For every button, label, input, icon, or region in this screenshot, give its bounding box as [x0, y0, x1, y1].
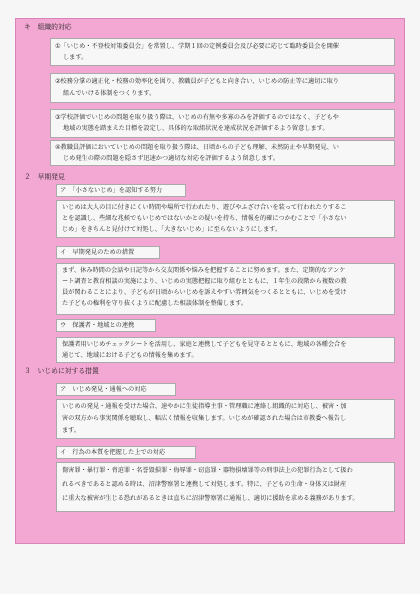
- sec2-i-line-3: 員が関わることにより、子どもが日頃からいじめを訴えやすい雰囲気をつくるとともに、いじめを受け: [62, 289, 347, 296]
- sec2-a-heading-box: [56, 184, 186, 197]
- sec2-a-body-box: [56, 200, 395, 238]
- ki-item-4-box: [50, 140, 395, 166]
- ki-item-3-line-1: ③学校評価でいじめの問題を取り扱う際は、いじめの有無や多寡のみを評価するのではなく、子どもや: [55, 114, 339, 121]
- sec2-a-line-3: じめ」をきちんと見付けて対処し、「大きないじめ」に至らないようにします。: [62, 226, 282, 233]
- sec2-u-line-1: 保護者用いじめチェックシートを活用し、家庭と連携して子どもを見守るとともに、地域の各種会合を: [62, 341, 347, 348]
- sec3-a-heading: ア いじめ発見・通報への対応: [60, 386, 147, 393]
- sec2-a-line-1: いじめは大人の目に付きにくい時間や場所で行われたり、遊びやふざけ合いを装って行われたりするこ: [62, 204, 347, 211]
- sec3-i-heading-box: [56, 446, 196, 459]
- sec2-u-body-box: [56, 337, 395, 363]
- ki-item-2-line-1: ②校務分掌の適正化・校務の効率化を図り、教職員が子どもと向き合い、いじめの防止等に適切に取り: [55, 78, 339, 85]
- section-ki-heading: キ 組織的対応: [24, 23, 72, 31]
- sec2-i-line-1: まず、休み時間の会話や日記等から交友関係や悩みを把握することに努めます。また、定期的なアンケ: [62, 267, 346, 274]
- ki-item-3-line-2: 地域の実態を踏まえた目標を設定し、具体的な取組状況を達成状況を評価するよう留意します。: [63, 125, 329, 132]
- section-3-heading: ３ いじめに対する措置: [24, 367, 99, 375]
- sec3-a-heading-box: [56, 383, 176, 396]
- sec2-u-heading: ウ 保護者・地域との連携: [60, 322, 135, 329]
- sec2-i-line-2: ート調査と教育相談の実施により、いじめの実態把握に取り組むとともに、１年生の段階から複数の教: [62, 278, 347, 285]
- ki-item-1-box: [50, 38, 395, 66]
- sec3-a-line-2: 害の双方から事実関係を聴取し、幅広く情報を収集します。いじめが確認された場合は市教委へ報告し: [62, 415, 347, 422]
- sec2-i-body-box: [56, 263, 395, 315]
- sec3-i-line-1: 傷害罪・暴行罪・脅迫罪・名誉毀損罪・侮辱罪・窃盗罪・器物損壊罪等の刑事法上の犯罪行為として扱わ: [62, 467, 353, 474]
- ki-item-4-line-2: じめ発生の際の問題を隠さず迅速かつ適切な対応を評価するよう留意します。: [63, 155, 280, 162]
- section-2-heading: ２ 早期発見: [24, 173, 65, 181]
- sec3-i-body-box: [56, 462, 395, 512]
- sec3-i-line-2: れるべきであると認める時は、沼津警察署と連携して対処します。特に、子どもの生命・身体又は財産: [62, 481, 347, 488]
- sec2-i-heading: イ 早期発見のための措置: [60, 249, 135, 256]
- sec2-u-heading-box: [56, 319, 156, 332]
- ki-item-2-line-2: 組んでいける体制をつくります。: [63, 90, 156, 97]
- sec2-u-line-2: 通じて、地域における子どもの情報を集めます。: [62, 352, 198, 359]
- ki-item-1-line-1: ①「いじめ・不登校対策委員会」を常置し、学期１回の定例委員会及び必要に応じて臨時委員会を開催: [55, 43, 339, 50]
- ki-item-4-line-1: ④教職員評価においていじめの問題を取り扱う際は、日頃からの子ども理解、未然防止や早期発見、い: [55, 144, 339, 151]
- sec3-a-line-1: いじめの発見・通報を受けた場合、速やかに生徒指導主事・管理職に連絡し組織的に対応し、被害・加: [62, 403, 347, 410]
- sec3-a-line-3: ます。: [62, 427, 81, 434]
- sec2-i-heading-box: [56, 246, 160, 259]
- ki-item-3-box: [50, 109, 395, 138]
- sec2-i-line-4: た子どもの権利を守り抜くように配慮した相談体制を整備します。: [62, 300, 248, 307]
- sec2-a-line-2: とを認識し、些細な兆候でもいじめではないかとの疑いを持ち、情報を的確につかむことで「小さない: [62, 215, 347, 222]
- ki-item-2-box: [50, 73, 395, 103]
- sec3-i-line-3: に重大な被害が生じる恐れがあるときは直ちに沼津警察署に通報し、適切に援助を求める義務があります。: [62, 495, 359, 502]
- sec3-i-heading: イ 行為の本質を把握した上での対応: [60, 449, 166, 456]
- sec3-a-body-box: [56, 399, 395, 439]
- sec2-a-heading: ア 「小さないじめ」を認知する努力: [60, 187, 163, 194]
- ki-item-1-line-2: します。: [63, 54, 88, 61]
